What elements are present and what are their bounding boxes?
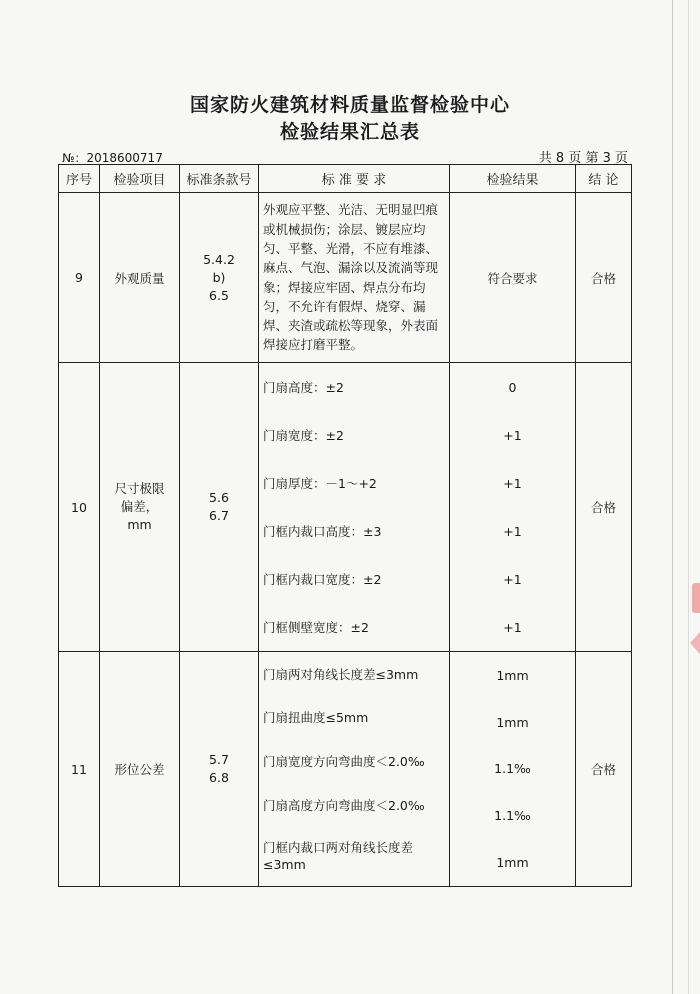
page-edge-line [672, 0, 673, 994]
report-title: 国家防火建筑材料质量监督检验中心 [189, 94, 510, 116]
requirement-list [259, 652, 450, 887]
page-indicator: 共 8 页 第 3 页 [538, 151, 628, 166]
document-number: №：2018600717 [62, 151, 163, 165]
row-number: 10 [59, 363, 100, 652]
requirement-line: 门扇厚度：－1～+2 [263, 476, 377, 491]
table-row [59, 193, 632, 363]
column-header: 结 论 [576, 165, 632, 193]
result-value: 1mm [496, 667, 529, 683]
standard-clause: 5.6 6.7 [180, 363, 259, 652]
table-row [59, 363, 632, 652]
column-header: 序号 [59, 165, 100, 193]
row-number: 9 [59, 193, 100, 363]
column-header: 标 准 要 求 [259, 165, 450, 193]
standard-clause: 5.4.2 b) 6.5 [180, 193, 259, 363]
requirement-line: 门框内裁口宽度：±2 [263, 572, 382, 587]
requirement-text: 外观应平整、光洁、无明显凹痕或机械损伤；涂层、镀层应均匀、平整、光滑，不应有堆漆、麻点、气泡、漏涂以及流淌等现象；焊接应牢固、焊点分布均匀，不允许有假焊、烧穿、漏焊、夹渣或疏松等现象，外表面焊接应打磨平整。 [259, 193, 450, 363]
column-header: 检验结果 [450, 165, 576, 193]
requirement-line: 门扇宽度：±2 [263, 428, 344, 443]
test-item: 外观质量 [100, 193, 180, 363]
result-list [450, 652, 576, 887]
red-stamp-fragment [690, 632, 700, 654]
result-value: +1 [503, 571, 522, 587]
conclusion: 合格 [576, 363, 632, 652]
result-value: 1mm [496, 855, 529, 871]
report-subtitle: 检验结果汇总表 [279, 121, 420, 143]
test-result: 符合要求 [450, 193, 576, 363]
requirement-line: 门扇扭曲度≤5mm [263, 710, 369, 726]
column-header: 检验项目 [100, 165, 180, 193]
result-value: 1mm [496, 714, 529, 730]
requirement-line: 门扇两对角线长度差≤3mm [263, 666, 419, 682]
result-value: +1 [503, 427, 522, 443]
result-value: 1.1‰ [494, 761, 531, 777]
result-list [450, 363, 576, 652]
conclusion: 合格 [576, 193, 632, 363]
column-header: 标准条款号 [180, 165, 259, 193]
results-table [58, 164, 632, 887]
conclusion: 合格 [576, 652, 632, 887]
requirement-line: 门扇宽度方向弯曲度＜2.0‰ [263, 753, 425, 769]
row-number: 11 [59, 652, 100, 887]
result-value: 1.1‰ [494, 808, 531, 824]
requirement-line: 门框侧壁宽度：±2 [263, 620, 369, 635]
requirement-line: 门框内裁口高度：±3 [263, 524, 382, 539]
requirement-line: 门框内裁口两对角线长度差≤3mm [263, 840, 414, 873]
result-value: +1 [503, 523, 522, 539]
test-item: 尺寸极限偏差，mm [100, 363, 180, 652]
test-item: 形位公差 [100, 652, 180, 887]
requirement-line: 门扇高度：±2 [263, 380, 344, 395]
requirement-list [259, 363, 450, 652]
page-edge-line [688, 0, 689, 994]
requirement-line: 门扇高度方向弯曲度＜2.0‰ [263, 797, 425, 813]
red-stamp-fragment [692, 583, 700, 613]
table-row [59, 652, 632, 887]
standard-clause: 5.7 6.8 [180, 652, 259, 887]
table-header-row [59, 165, 632, 193]
result-value: 0 [508, 379, 517, 395]
result-value: +1 [503, 475, 522, 491]
result-value: +1 [503, 619, 522, 635]
